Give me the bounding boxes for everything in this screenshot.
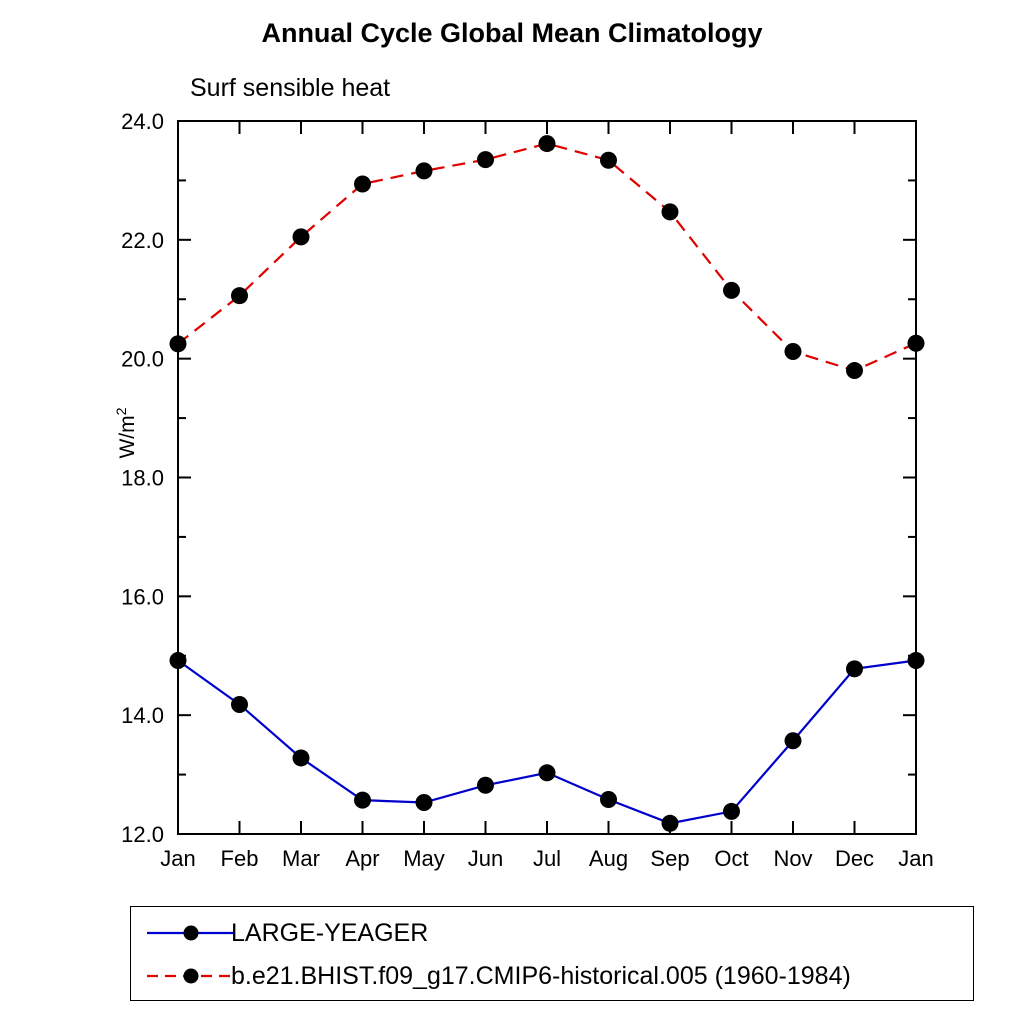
svg-text:Jul: Jul <box>532 846 562 871</box>
data-series <box>170 135 925 832</box>
svg-text:Nov: Nov <box>773 846 813 871</box>
svg-text:Jun: Jun <box>467 846 504 871</box>
data-point-marker <box>477 151 494 168</box>
y-axis-label-text: W/m <box>116 415 139 459</box>
data-point-marker <box>477 777 494 794</box>
svg-text:18.0: 18.0 <box>121 465 164 491</box>
data-point-marker <box>293 749 310 766</box>
svg-text:Jan: Jan <box>898 846 934 871</box>
data-point-marker <box>908 652 925 669</box>
chart-title: Annual Cycle Global Mean Climatology <box>261 18 763 48</box>
legend-item[interactable] <box>131 910 973 956</box>
data-point-marker <box>600 152 617 169</box>
data-point-marker <box>354 792 371 809</box>
x-axis-ticks <box>160 121 933 871</box>
data-point-marker <box>539 135 556 152</box>
series-line <box>178 144 916 371</box>
svg-text:May: May <box>403 846 445 871</box>
svg-text:22.0: 22.0 <box>121 227 164 253</box>
data-point-marker <box>170 652 187 669</box>
svg-text:16.0: 16.0 <box>121 584 164 610</box>
data-point-marker <box>908 335 925 352</box>
svg-text:Feb: Feb <box>220 846 259 871</box>
data-point-marker <box>354 175 371 192</box>
data-point-marker <box>785 343 802 360</box>
legend <box>130 906 974 1001</box>
data-point-marker <box>231 696 248 713</box>
svg-text:Oct: Oct <box>714 846 749 871</box>
svg-text:24.0: 24.0 <box>121 109 164 134</box>
data-point-marker <box>846 362 863 379</box>
svg-text:Sep: Sep <box>650 846 690 871</box>
y-axis-label-exponent: 2 <box>114 407 130 416</box>
data-point-marker <box>170 335 187 352</box>
legend-swatch-line <box>145 953 237 999</box>
svg-text:Jan: Jan <box>160 846 196 871</box>
data-point-marker <box>293 228 310 245</box>
data-point-marker <box>539 764 556 781</box>
svg-text:12.0: 12.0 <box>121 822 164 847</box>
svg-text:Aug: Aug <box>588 846 629 871</box>
svg-text:Dec: Dec <box>834 846 875 871</box>
chart-subtitle: Surf sensible heat <box>190 74 391 102</box>
data-point-marker <box>600 791 617 808</box>
svg-text:14.0: 14.0 <box>121 703 164 729</box>
data-point-marker <box>723 282 740 299</box>
data-point-marker <box>662 815 679 832</box>
data-point-marker <box>723 803 740 820</box>
data-point-marker <box>416 794 433 811</box>
legend-label: LARGE-YEAGER <box>231 919 429 947</box>
series-line <box>178 661 916 824</box>
data-point-marker <box>846 660 863 677</box>
data-point-marker <box>231 287 248 304</box>
data-point-marker <box>416 162 433 179</box>
legend-label: b.e21.BHIST.f09_g17.CMIP6-historical.005 (1960-1984) <box>231 962 851 990</box>
svg-text:20.0: 20.0 <box>121 346 164 372</box>
svg-text:Apr: Apr <box>345 846 380 871</box>
data-point-marker <box>785 732 802 749</box>
legend-swatch-line <box>145 910 237 956</box>
data-point-marker <box>662 203 679 220</box>
svg-text:Mar: Mar <box>282 846 320 871</box>
legend-item[interactable] <box>131 953 973 999</box>
